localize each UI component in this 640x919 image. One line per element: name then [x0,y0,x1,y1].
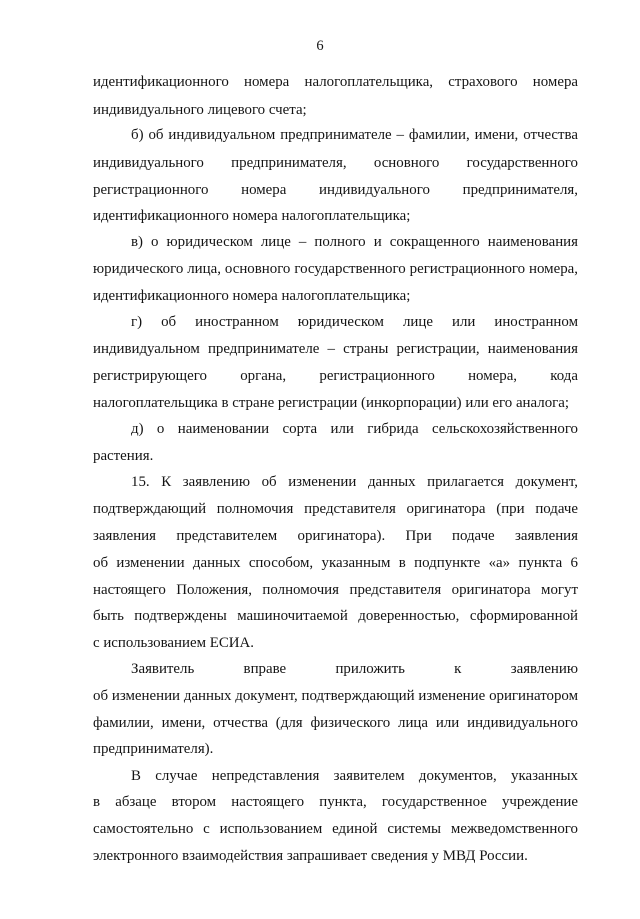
text-line: об изменении данных способом, указанным в подпункте «а» пункта 6 [93,555,578,571]
text-line: г) об иностранном юридическом лице или иностранном [131,314,578,330]
text-line: налогоплательщика в стране регистрации (инкорпорации) или его аналога; [93,395,569,411]
text-line: юридического лица, основного государственного регистрационного номера, [93,261,578,277]
text-line: растения. [93,448,154,464]
text-line: идентификационного номера налогоплательщика; [93,288,411,304]
text-line: электронного взаимодействия запрашивает сведения у МВД России. [93,848,528,864]
text-line: идентификационного номера налогоплательщика; [93,208,411,224]
text-line: б) об индивидуальном предпринимателе – фамилии, имени, отчества [131,127,578,143]
text-line: индивидуального предпринимателя, основного государственного [93,155,578,171]
text-line: подтверждающий полномочия представителя оригинатора (при подаче [93,501,578,517]
text-line: 15. К заявлению об изменении данных прилагается документ, [131,474,578,490]
text-line: предпринимателя). [93,741,214,757]
text-line: настоящего Положения, полномочия представителя оригинатора могут [93,582,578,598]
text-line: индивидуальном предпринимателе – страны регистрации, наименования [93,341,578,357]
page-number: 6 [316,38,324,54]
text-line: самостоятельно с использованием единой системы межведомственного [93,821,578,837]
text-line: быть подтверждены машиночитаемой доверенностью, сформированной [93,608,578,624]
text-line: фамилии, имени, отчества (для физического лица или индивидуального [93,715,578,731]
text-line: регистрационного номера индивидуального предпринимателя, [93,182,578,198]
text-line: в) о юридическом лице – полного и сокращенного наименования [131,234,578,250]
text-line: индивидуального лицевого счета; [93,102,307,118]
text-line: об изменении данных документ, подтверждающий изменение оригинатором [93,688,578,704]
text-line: с использованием ЕСИА. [93,635,254,651]
text-line: заявления представителем оригинатора). При подаче заявления [93,528,578,544]
text-line: идентификационного номера налогоплательщика, страхового номера [93,74,578,90]
text-line: в абзаце втором настоящего пункта, государственное учреждение [93,794,578,810]
text-line: В случае непредставления заявителем документов, указанных [131,768,578,784]
text-line: регистрирующего органа, регистрационного номера, кода [93,368,578,384]
text-line: д) о наименовании сорта или гибрида сельскохозяйственного [131,421,578,437]
text-line: Заявитель вправе приложить к заявлению [131,661,578,677]
